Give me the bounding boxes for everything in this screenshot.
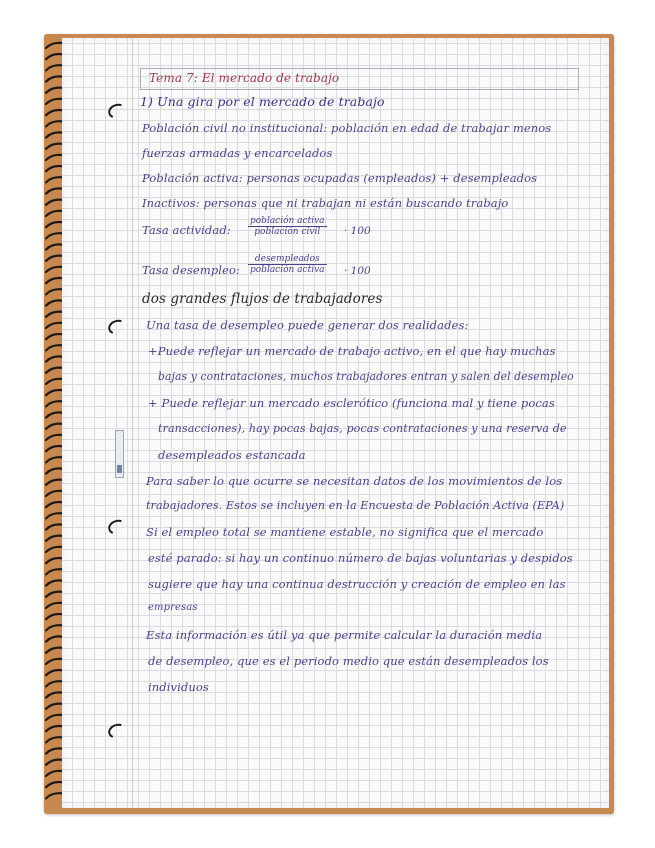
body-line: Para saber lo que ocurre se necesitan datos de los movimientos de los: [146, 474, 563, 488]
punch-hole-2: [106, 317, 128, 336]
body-line: esté parado: si hay un continuo número de bajas voluntarias y despidos: [148, 551, 573, 565]
body-line: sugiere que hay una continua destrucción y creación de empleo en las: [148, 577, 566, 591]
note-line: Inactivos: personas que ni trabajan ni están buscando trabajo: [142, 196, 509, 210]
body-line: Una tasa de desempleo puede generar dos realidades:: [146, 318, 469, 332]
tasa-desempleo-fraction: [248, 254, 327, 275]
tasa-desempleo-numerator: desempleados: [248, 254, 327, 265]
tasa-actividad-fraction: [248, 216, 327, 237]
note-line: fuerzas armadas y encarcelados: [142, 146, 333, 160]
body-line: empresas: [148, 602, 198, 613]
body-line: trabajadores. Estos se incluyen en la Encuesta de Población Activa (EPA): [146, 499, 565, 512]
body-line: desempleados estancada: [158, 448, 306, 462]
body-line: Si el empleo total se mantiene estable, no significa que el mercado: [146, 525, 544, 539]
tasa-actividad-numerator: población activa: [250, 216, 325, 226]
punch-hole-4: [106, 721, 128, 740]
section-heading: 1) Una gira por el mercado de trabajo: [140, 94, 385, 109]
body-line: Esta información es útil ya que permite calcular la duración media: [146, 628, 543, 642]
body-line: de desempleo, que es el periodo medio que están desempleados los: [148, 654, 549, 668]
flows-heading: dos grandes flujos de trabajadores: [142, 291, 383, 307]
title-box: [140, 68, 579, 90]
body-line: bajas y contrataciones, muchos trabajadores entran y salen del desempleo: [158, 370, 574, 383]
page-title: Tema 7: El mercado de trabajo: [149, 71, 340, 85]
tasa-actividad-multiplier: · 100: [344, 225, 371, 237]
body-line: transacciones), hay pocas bajas, pocas contrataciones y una reserva de: [158, 422, 567, 435]
page-tab-strip: [115, 430, 124, 478]
body-line: +Puede reflejar un mercado de trabajo activo, en el que hay muchas: [148, 344, 556, 358]
tasa-actividad-label: Tasa actividad:: [142, 223, 231, 237]
tasa-actividad-denominator: población civil: [254, 227, 321, 237]
note-line: Población civil no institucional: población en edad de trabajar menos: [142, 121, 552, 135]
note-line: Población activa: personas ocupadas (empleados) + desempleados: [142, 171, 538, 185]
tasa-desempleo-denominator: población activa: [250, 265, 325, 275]
punch-hole-3: [106, 517, 128, 536]
tasa-desempleo-multiplier: · 100: [344, 265, 371, 277]
page-margin-line: [132, 38, 133, 808]
punch-hole-1: [106, 101, 128, 120]
notebook-page: [62, 38, 609, 808]
tasa-desempleo-label: Tasa desempleo:: [142, 263, 240, 277]
body-line: + Puede reflejar un mercado esclerótico (funciona mal y tiene pocas: [148, 396, 555, 410]
body-line: individuos: [148, 680, 209, 694]
